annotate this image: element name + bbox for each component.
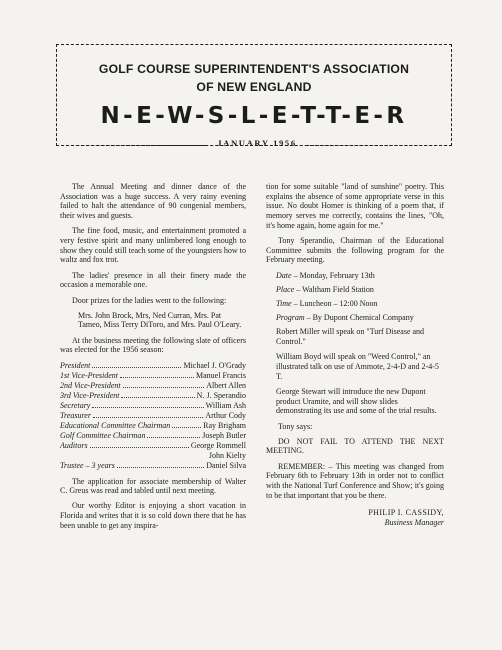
officer-name: Daniel Silva [206,461,246,471]
newsletter-title: N-E-W-S-L-E-T-T-E-R [100,103,408,129]
officer-role: 2nd Vice-President [60,380,121,390]
program-key: Program [276,313,305,323]
paragraph-annual-meeting: The Annual Meeting and dinner dance of the Association was a huge success. A very rainy evening failed to halt the attendance of 90 congenial members, their wives and guests. [60,182,246,221]
paragraph-food-music: The fine food, music, and entertainment promoted a very festive spirit and many unlimbered long enough to show they could still teach some of the youngsters how to waltz and fox trot. [60,226,246,265]
date-rule-right-line [306,145,452,146]
left-column [60,182,246,536]
masthead-box [56,44,452,146]
officer-row [60,421,246,431]
leader-dots [93,411,203,418]
officer-row [60,461,246,471]
officer-row [60,381,246,391]
paragraph-speaker-stewart: George Stewart will introduce the new Dupont product Uramite, and will show slides demonstrating its use and some of the trial results. [276,386,437,416]
officer-name: Ray Brigham [203,421,246,431]
right-column [266,182,444,528]
officer-name: William Ash [205,400,246,410]
prize-winners: Mrs. John Brock, Mrs, Ned Curran, Mrs. Pat Tameo, Miss Terry DiToro, and Mrs. Paul O'Leary. [78,310,242,330]
officer-role: Educational Committee Chairman [60,421,171,431]
officer-list [60,361,246,472]
program-key: Date [276,270,292,280]
officer-name: John Kielty [208,451,246,461]
program-line [276,313,444,323]
signature-block [266,508,444,527]
date-rule [56,138,452,152]
paragraph-associate-membership: The application for associate membership of Walter C. Greus was read and tabled until next meeting. [60,476,246,496]
program-value: – Monday, February 13th [291,270,375,280]
program-key: Time [276,299,292,309]
leader-dots [117,461,204,468]
leader-dots [123,381,205,388]
program-line [276,299,444,309]
signature-name: PHILIP I. CASSIDY, [368,508,444,518]
leader-dots [147,431,200,438]
officer-role: Golf Committee Chairman [60,431,146,441]
program-value: – Luncheon – 12:00 Noon [291,299,378,309]
paragraph-program-intro: Tony Sperandio, Chairman of the Educational Committee submits the following program for the February meeting. [266,236,444,265]
issue-date: JANUARY 1956 [217,138,297,148]
leader-dots [90,441,189,448]
officer-name: Arthur Cody [205,411,246,421]
paragraph-remember: REMEMBER: – This meeting was changed from February 6th to February 13th in order not to conflict with the National Turf Conference and Show; it's going to be that important that you be there. [266,461,444,500]
officer-row [60,451,246,461]
officer-row [60,391,246,401]
officer-name: Joseph Butler [202,431,246,441]
leader-dots [92,401,203,408]
officer-name: Manuel Francis [196,370,246,380]
paragraph-speaker-miller: Robert Miller will speak on "Turf Disease and Control." [276,327,425,347]
officer-name: Albert Allen [206,380,246,390]
org-name-line1: GOLF COURSE SUPERINTENDENT'S ASSOCIATION [98,62,410,76]
officer-row [60,401,246,411]
paragraph-business-meeting: At the business meeting the following slate of officers was elected for the 1956 season: [60,335,246,355]
officer-role: Treasurer [60,411,91,421]
officer-role: Auditors [60,441,88,451]
date-rule-left-line [56,145,206,146]
officer-role: 1st Vice-President [60,370,118,380]
officer-role: Trustee – 3 years [60,461,115,471]
officer-row [60,441,246,451]
officer-row [60,411,246,421]
signature-title: Business Manager [384,518,444,528]
officer-name: George Rommell [190,441,246,451]
officer-role: Secretary [60,400,91,410]
paragraph-tony-says: Tony says: [278,421,313,431]
org-name-line2: OF NEW ENGLAND [196,80,312,94]
program-line [276,285,444,295]
leader-dots [92,361,181,368]
leader-dots [120,371,194,378]
paragraph-door-prizes: Door prizes for the ladies went to the following: [72,295,227,305]
officer-row [60,431,246,441]
paragraph-editor-vacation: Our worthy Editor is enjoying a short vacation in Florida and writes that it is so cold down there that he has been unable to get any inspira- [60,501,246,530]
leader-dots [172,421,201,428]
officer-role: President [60,360,91,370]
officer-name: N. J. Sperandio [196,390,246,400]
leader-spacer [64,452,207,458]
paragraph-speaker-boyd: William Boyd will speak on "Weed Control," an illustrated talk on use of Ammote, 2-4-D and 2-4-5 T. [276,352,439,381]
program-key: Place [276,284,295,294]
paragraph-poetry: tion for some suitable "land of sunshine" poetry. This explains the absence of some appropriate verse in this issue. No doubt Homer is thinking of a poem that, if memory serves me correctly, contains the lines, "Oh, it's home again, home again for me." [266,182,444,230]
program-value: – Waltham Field Station [294,284,374,294]
officer-row [60,361,246,371]
paragraph-attend-notice: DO NOT FAIL TO ATTEND THE NEXT MEETING. [266,436,444,456]
paragraph-ladies: The ladies' presence in all their finery made the occasion a memorable one. [60,270,246,290]
program-line [276,271,444,281]
officer-name: Michael J. O'Grady [183,360,246,370]
officer-role: 3rd Vice-President [60,390,120,400]
leader-dots [121,391,194,398]
officer-row [60,371,246,381]
program-value: – By Dupont Chemical Company [304,313,414,323]
